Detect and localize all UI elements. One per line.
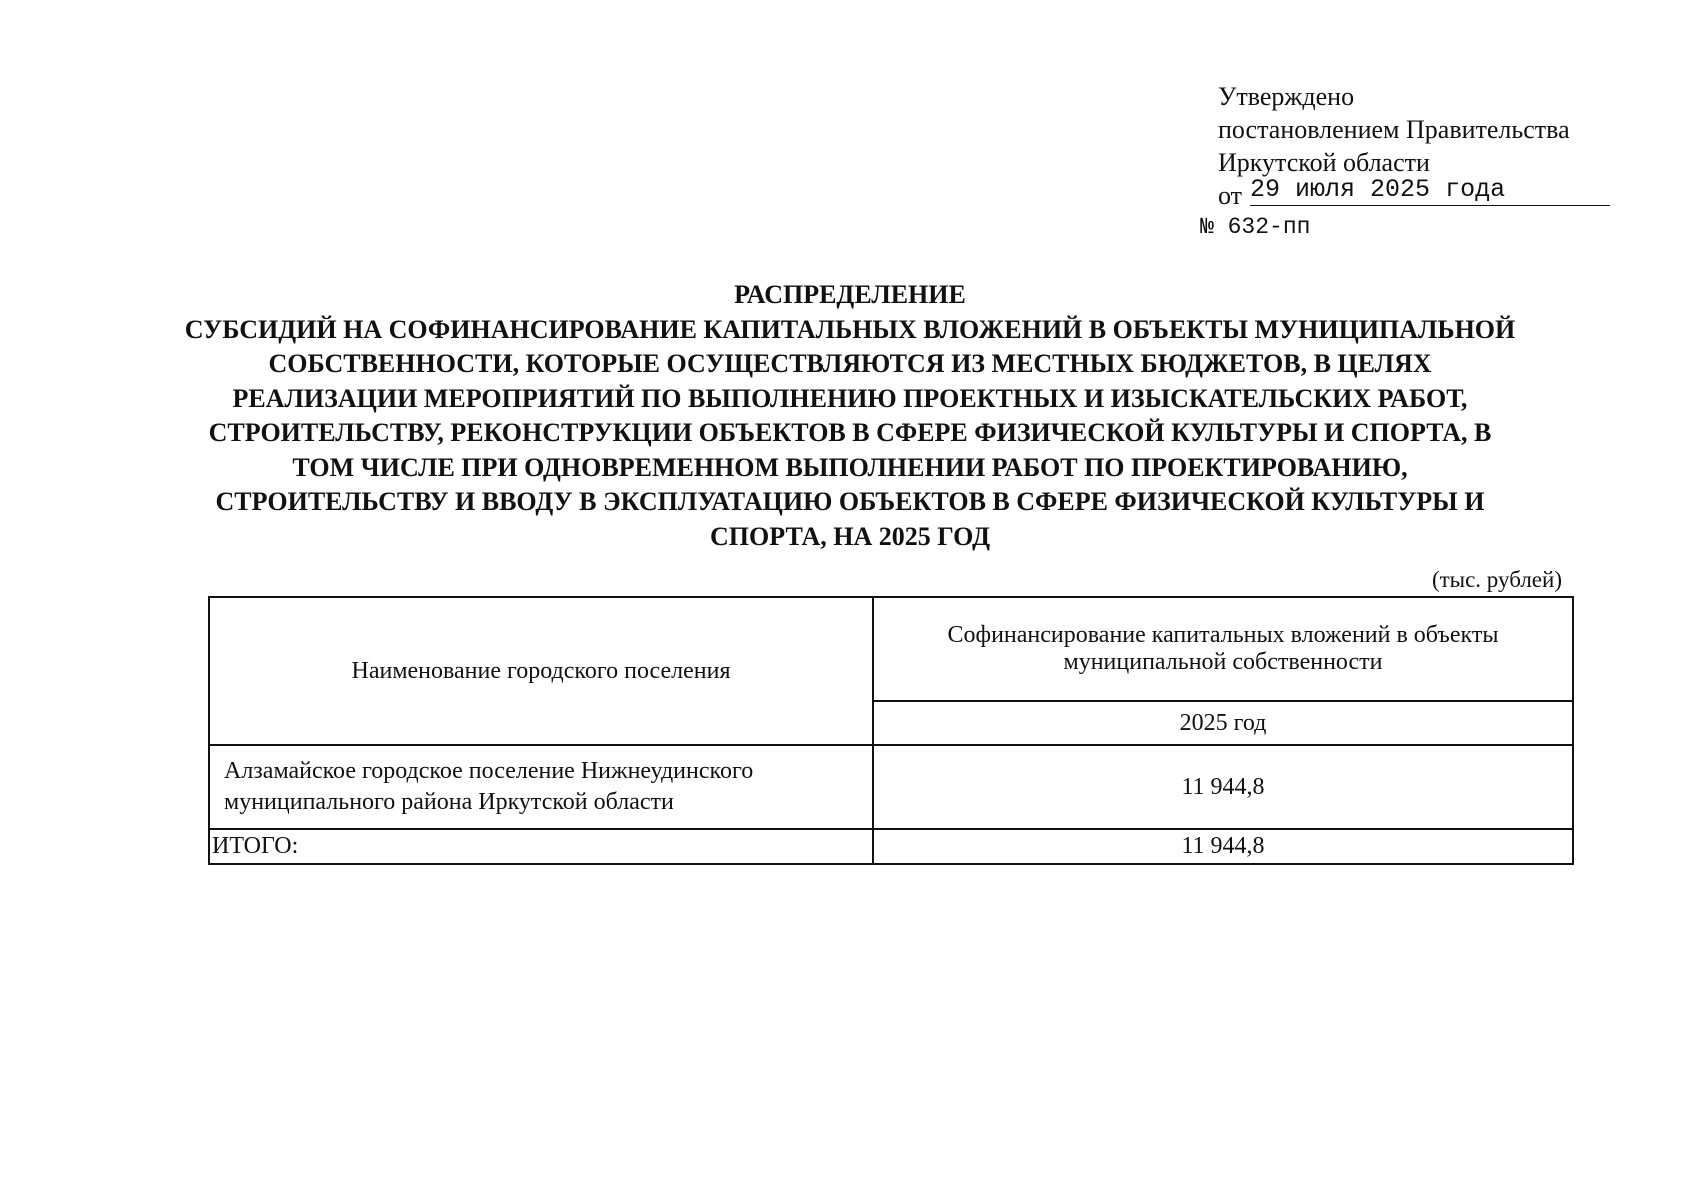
header-name-cell (209, 597, 873, 745)
header-financing-line-1: Софинансирование капитальных вложений в объекты (947, 622, 1499, 648)
title-line-1: СУБСИДИЙ НА СОФИНАНСИРОВАНИЕ КАПИТАЛЬНЫХ ВЛОЖЕНИЙ В ОБЪЕКТЫ МУНИЦИПАЛЬНОЙ (184, 314, 1516, 344)
document-title (140, 278, 1560, 554)
approval-line-3: Иркутской области (1218, 148, 1430, 177)
table-header-row (209, 597, 1573, 701)
title-heading: РАСПРЕДЕЛЕНИЕ (734, 280, 966, 309)
header-financing-cell (873, 597, 1573, 701)
title-line-6: СТРОИТЕЛЬСТВУ И ВВОДУ В ЭКСПЛУАТАЦИЮ ОБЪЕКТОВ В СФЕРЕ ФИЗИЧЕСКОЙ КУЛЬТУРЫ И (215, 487, 1485, 516)
total-label: ИТОГО: (212, 833, 299, 859)
date-prefix: от (1218, 181, 1243, 210)
approval-date-line (1218, 175, 1618, 212)
total-label-cell (209, 829, 873, 864)
header-year-cell (873, 701, 1573, 745)
row-name-line-2: муниципального района Иркутской области (224, 789, 674, 815)
title-line-3: РЕАЛИЗАЦИИ МЕРОПРИЯТИЙ ПО ВЫПОЛНЕНИЮ ПРОЕКТНЫХ И ИЗЫСКАТЕЛЬСКИХ РАБОТ, (232, 383, 1468, 413)
row-value: 11 944,8 (1181, 773, 1265, 800)
header-name: Наименование городского поселения (351, 657, 731, 684)
table-total-row (209, 829, 1573, 864)
approval-line-1: Утверждено (1218, 82, 1355, 111)
row-name-cell (209, 745, 873, 829)
row-value-cell (873, 745, 1573, 829)
header-year: 2025 год (1179, 709, 1267, 736)
total-value-cell (873, 829, 1573, 864)
title-line-5: ТОМ ЧИСЛЕ ПРИ ОДНОВРЕМЕННОМ ВЫПОЛНЕНИИ РАБОТ ПО ПРОЕКТИРОВАНИЮ, (292, 452, 1408, 482)
document-number: № 632-пп (1200, 214, 1311, 240)
row-name-line-1: Алзамайское городское поселение Нижнеудинского (224, 758, 754, 784)
table-row (209, 745, 1573, 829)
units-label: (тыс. рублей) (1431, 567, 1562, 592)
title-line-4: СТРОИТЕЛЬСТВУ, РЕКОНСТРУКЦИИ ОБЪЕКТОВ В СФЕРЕ ФИЗИЧЕСКОЙ КУЛЬТУРЫ И СПОРТА, В (208, 418, 1492, 447)
date-value: 29 июля 2025 года (1250, 176, 1610, 206)
total-value: 11 944,8 (1181, 833, 1265, 859)
title-line-2: СОБСТВЕННОСТИ, КОТОРЫЕ ОСУЩЕСТВЛЯЮТСЯ ИЗ МЕСТНЫХ БЮДЖЕТОВ, В ЦЕЛЯХ (268, 349, 1432, 378)
header-financing-line-2: муниципальной собственности (1063, 649, 1383, 675)
approval-block (1218, 80, 1618, 212)
title-line-7: СПОРТА, НА 2025 ГОД (710, 521, 990, 551)
distribution-table (208, 596, 1574, 865)
approval-line-2: постановлением Правительства (1218, 115, 1570, 144)
